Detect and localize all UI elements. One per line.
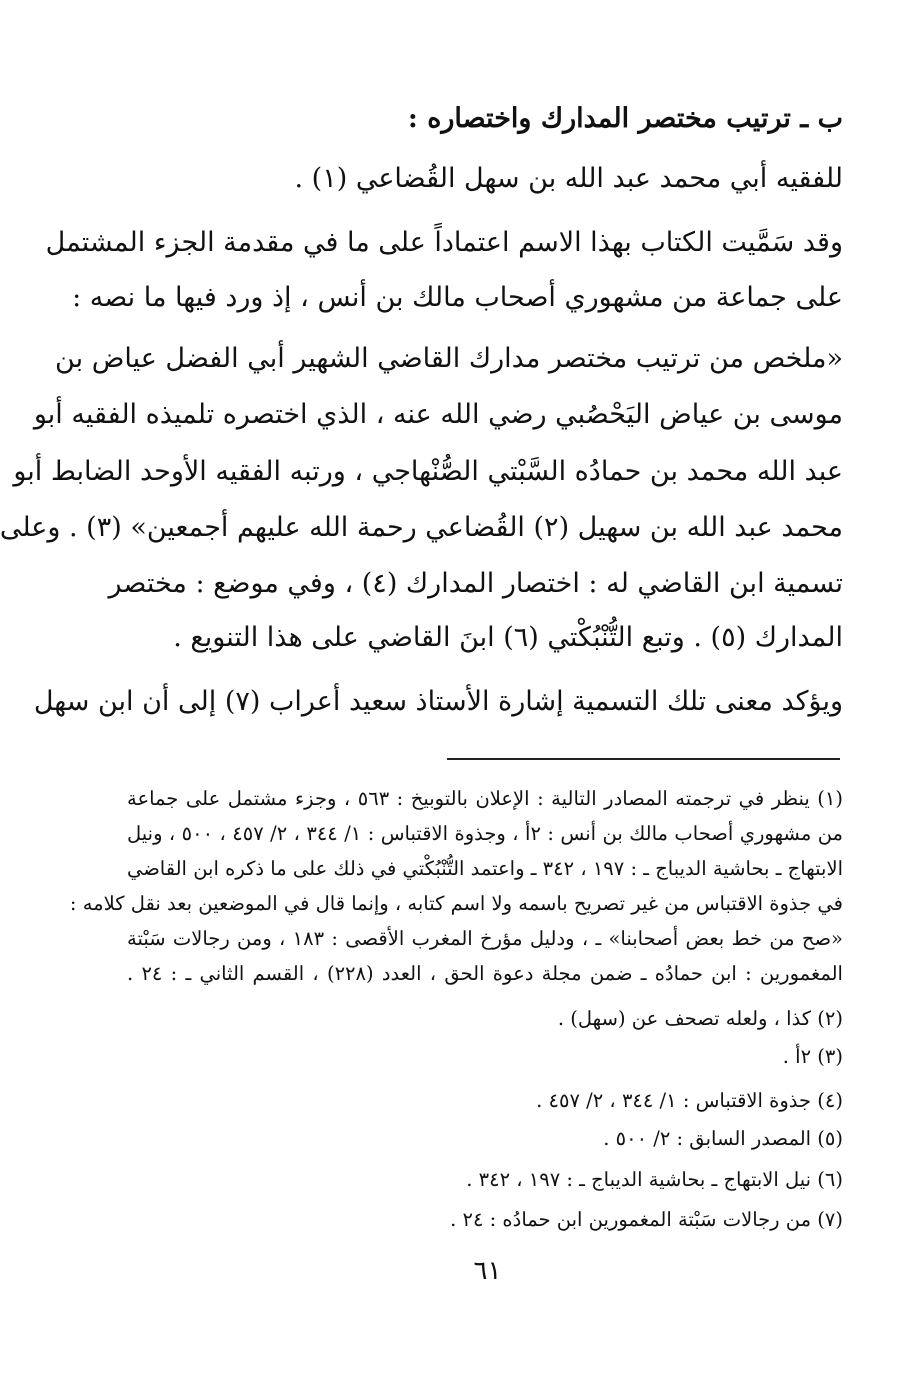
footnote-line: (٢) كذا ، ولعله تصحف عن (سهل) . bbox=[557, 1007, 843, 1030]
body-line-8: تسمية ابن القاضي له : اختصار المدارك (٤) ، وفي موضع : مختصر bbox=[108, 568, 843, 599]
footnote-line: (٤) جذوة الاقتباس : ١/ ٣٤٤ ، ٢/ ٤٥٧ . bbox=[536, 1089, 843, 1112]
footnote-separator bbox=[447, 758, 840, 760]
footnote-line: (٣) ٢أ . bbox=[782, 1045, 843, 1068]
body-line-1: للفقيه أبي محمد عبد الله بن سهل القُضاعي (١) . bbox=[294, 163, 843, 194]
body-line-5: موسى بن عياض اليَحْصُبي رضي الله عنه ، الذي اختصره تلميذه الفقيه أبو bbox=[33, 399, 843, 430]
section-heading: ب ـ ترتيب مختصر المدارك واختصاره : bbox=[407, 103, 843, 134]
body-line-2: وقد سَمَّيت الكتاب بهذا الاسم اعتماداً على ما في مقدمة الجزء المشتمل bbox=[45, 227, 843, 258]
body-line-9: المدارك (٥) . وتبع التُّنْبُكْتي (٦) ابنَ القاضي على هذا التنويع . bbox=[173, 622, 843, 653]
body-line-6: عبد الله محمد بن حمادُه السَّبْتي الصُّنْهاجي ، ورتبه الفقيه الأوحد الضابط أبو bbox=[13, 456, 843, 487]
body-line-7: محمد عبد الله بن سهيل (٢) القُضاعي رحمة الله عليهم أجمعين» (٣) . وعلى bbox=[0, 512, 843, 543]
footnote-line: (٥) المصدر السابق : ٢/ ٥٠٠ . bbox=[603, 1127, 843, 1150]
footnote-line: (٧) من رجالات سَبْتة المغمورين ابن حمادُه : ٢٤ . bbox=[450, 1208, 843, 1231]
page-number: ٦١ bbox=[473, 1256, 502, 1286]
footnote-line: (١) ينظر في ترجمته المصادر التالية : الإعلان بالتوبيخ : ٥٦٣ ، وجزء مشتمل على جماعة bbox=[127, 787, 844, 810]
footnote-line: «صح من خط بعض أصحابنا» ـ ، ودليل مؤرخ المغرب الأقصى : ١٨٣ ، ومن رجالات سَبْتة bbox=[127, 927, 843, 950]
body-line-10: ويؤكد معنى تلك التسمية إشارة الأستاذ سعيد أعراب (٧) إلى أن ابن سهل bbox=[33, 686, 843, 717]
footnote-line: المغمورين : ابن حمادُه ـ ضمن مجلة دعوة الحق ، العدد (٢٢٨) ، القسم الثاني ـ : ٢٤ . bbox=[127, 962, 843, 985]
footnote-line: في جذوة الاقتباس من غير تصريح باسمه ولا اسم كتابه ، وإنما قال في الموضعين بعد نقل كلامه : bbox=[69, 892, 843, 915]
footnote-line: الابتهاج ـ بحاشية الديباج ـ : ١٩٧ ، ٣٤٢ ـ واعتمد التُّنْبُكْتي في ذلك على ما ذكره ابن القاضي bbox=[127, 857, 843, 880]
footnote-line: من مشهوري أصحاب مالك بن أنس : ٢أ ، وجذوة الاقتباس : ١/ ٣٤٤ ، ٢/ ٤٥٧ ، ٥٠٠ ، ونيل bbox=[127, 822, 843, 845]
footnote-line: (٦) نيل الابتهاج ـ بحاشية الديباج ـ : ١٩٧ ، ٣٤٢ . bbox=[466, 1168, 843, 1191]
body-line-3: على جماعة من مشهوري أصحاب مالك بن أنس ، إذ ورد فيها ما نصه : bbox=[72, 282, 843, 313]
body-line-4: «ملخص من ترتيب مختصر مدارك القاضي الشهير أبي الفضل عياض بن bbox=[55, 343, 843, 374]
